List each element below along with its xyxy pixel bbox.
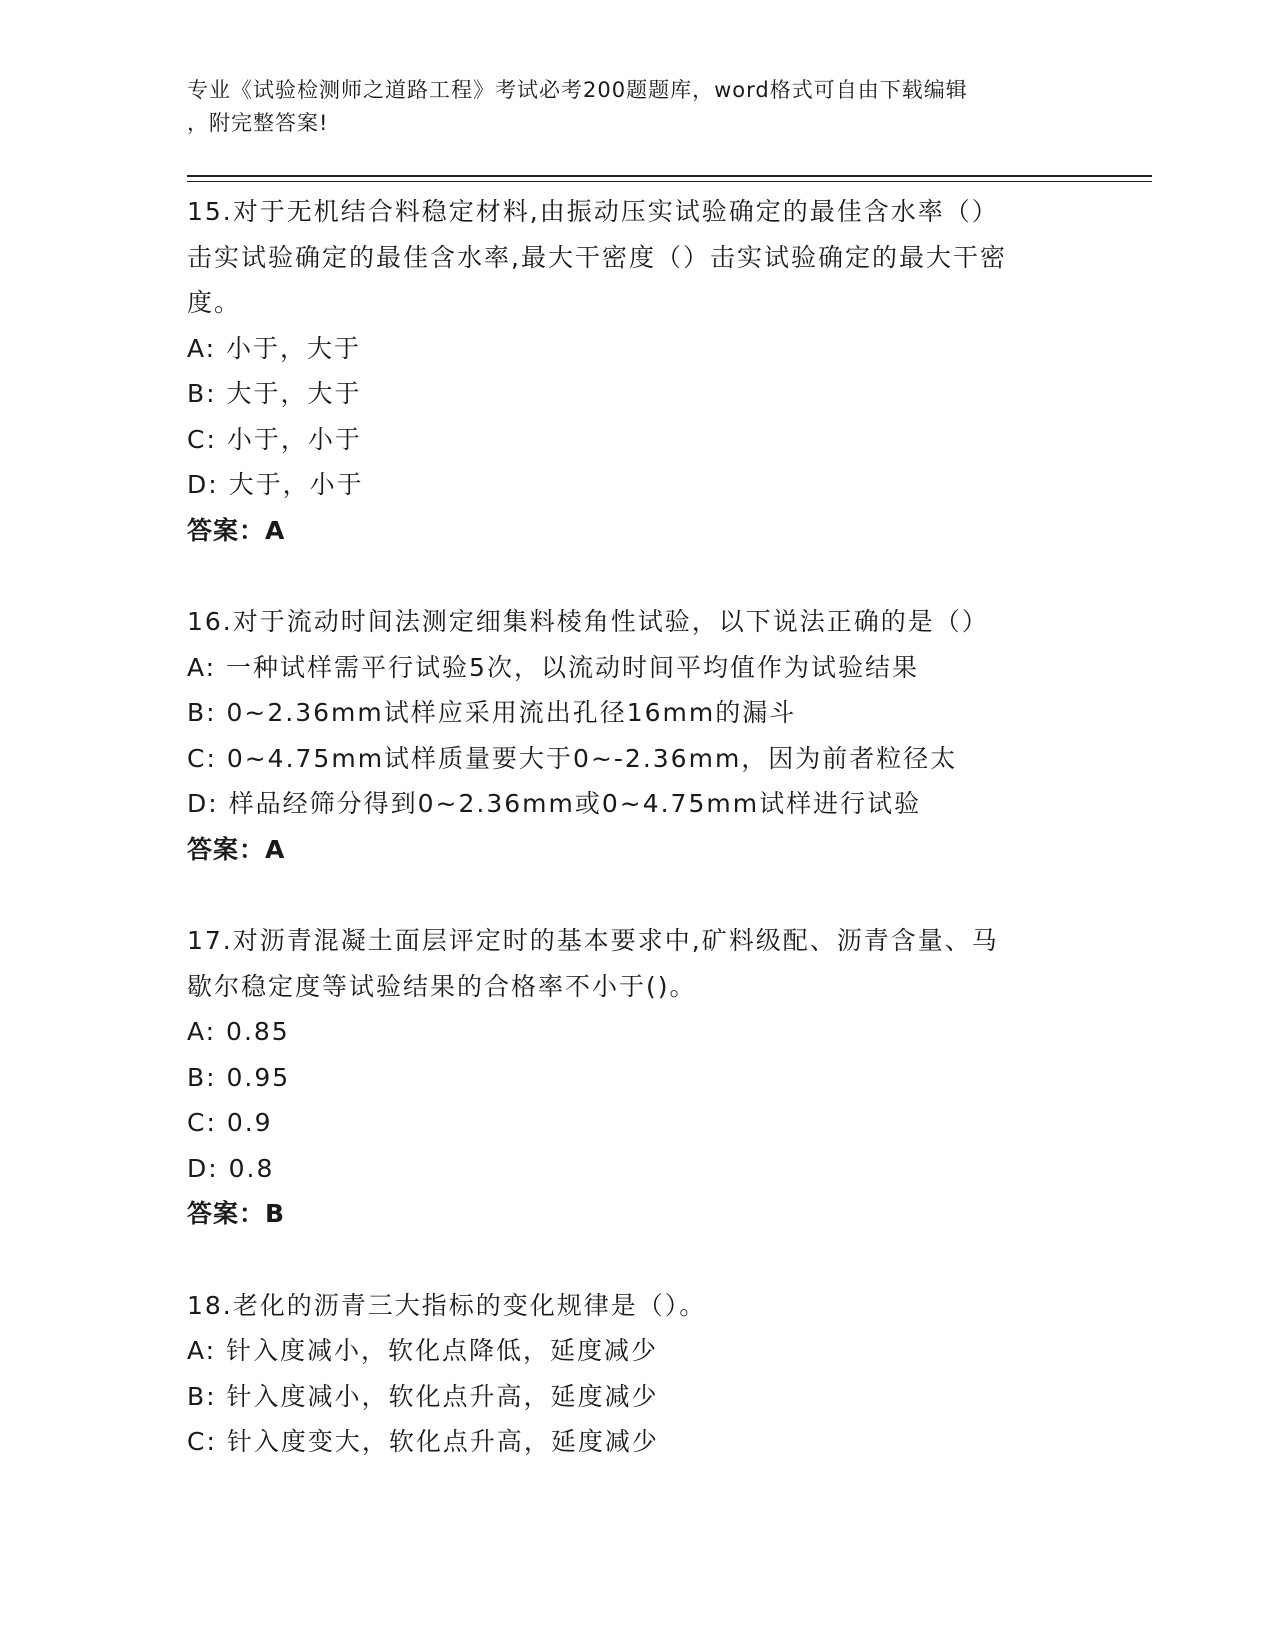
answer: 答案：B bbox=[187, 1199, 286, 1228]
document-header: 专业《试验检测师之道路工程》考试必考200题题库，word格式可自由下载编辑 ，附完整答案! bbox=[187, 78, 968, 135]
option-a: A: 一种试样需平行试验5次，以流动时间平均值作为试验结果 bbox=[187, 652, 919, 682]
question-stem: 16.对于流动时间法测定细集料棱角性试验，以下说法正确的是（） bbox=[187, 607, 989, 636]
question-stem: 18.老化的沥青三大指标的变化规律是（）。 bbox=[187, 1290, 707, 1320]
option-c: C: 针入度变大，软化点升高，延度减少 bbox=[187, 1427, 659, 1456]
option-c: C: 0~4.75mm试样质量要大于0~-2.36mm，因为前者粒径太 bbox=[187, 743, 958, 773]
option-a: A: 针入度减小，软化点降低，延度减少 bbox=[187, 1336, 659, 1365]
question-stem: 17.对沥青混凝土面层评定时的基本要求中,矿料级配、沥青含量、马 歇尔稳定度等试验结果的合格率不小于()。 bbox=[187, 926, 999, 1001]
question-18 bbox=[187, 1283, 1087, 1465]
question-15 bbox=[187, 189, 1087, 553]
option-a: A: 小于，大于 bbox=[187, 333, 362, 363]
option-a: A: 0.85 bbox=[187, 1017, 290, 1046]
option-b: B: 0~2.36mm试样应采用流出孔径16mm的漏斗 bbox=[187, 698, 797, 727]
option-b: B: 大于，大于 bbox=[187, 379, 362, 408]
header-divider-thin bbox=[187, 181, 1152, 182]
option-b: B: 针入度减小，软化点升高，延度减少 bbox=[187, 1381, 659, 1411]
question-list bbox=[187, 189, 1087, 1511]
option-c: C: 小于，小于 bbox=[187, 424, 362, 454]
question-17 bbox=[187, 918, 1087, 1237]
option-d: D: 样品经筛分得到0~2.36mm或0~4.75mm试样进行试验 bbox=[187, 789, 922, 818]
answer: 答案：A bbox=[187, 834, 286, 864]
option-d: D: 0.8 bbox=[187, 1153, 275, 1183]
header-divider-thick bbox=[187, 175, 1152, 177]
question-stem: 15.对于无机结合料稳定材料,由振动压实试验确定的最佳含水率（） 击实试验确定的最佳含水率,最大干密度（）击实试验确定的最大干密 度。 bbox=[187, 197, 1007, 317]
option-c: C: 0.9 bbox=[187, 1108, 273, 1137]
answer: 答案：A bbox=[187, 515, 286, 545]
question-16 bbox=[187, 599, 1087, 872]
option-b: B: 0.95 bbox=[187, 1062, 291, 1092]
option-d: D: 大于，小于 bbox=[187, 470, 364, 499]
